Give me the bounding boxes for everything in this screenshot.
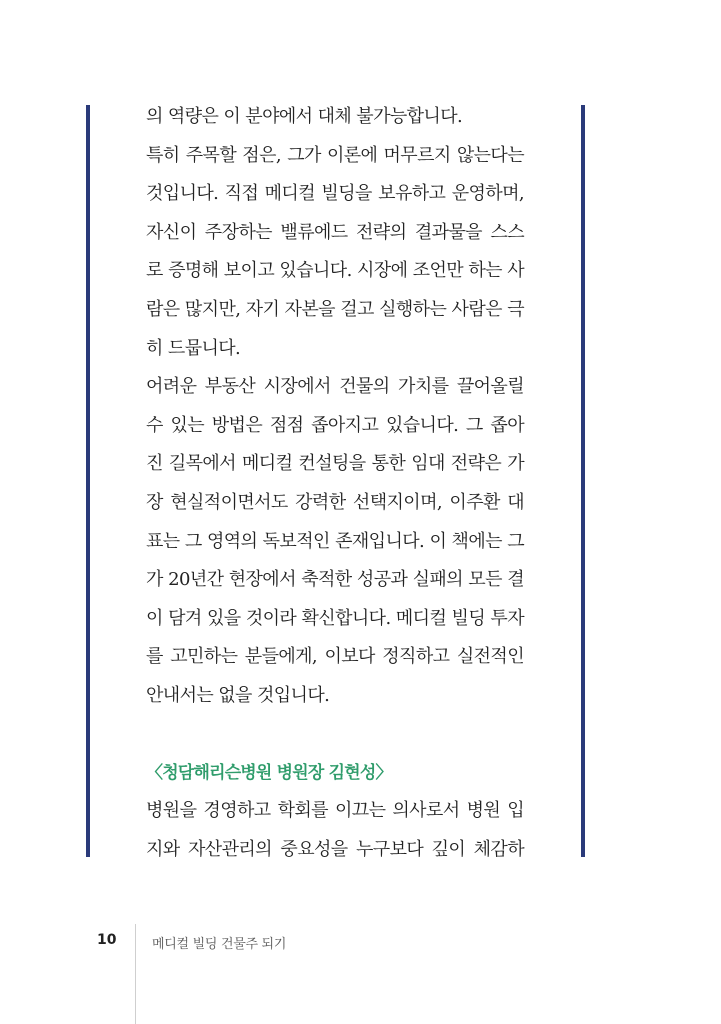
body-line: 수 있는 방법은 점점 좁아지고 있습니다. 그 좁아 [146, 414, 524, 436]
section-heading: 〈청담해리슨병원 병원장 김현성〉 [146, 762, 392, 783]
running-title: 메디컬 빌딩 건물주 되기 [152, 937, 287, 952]
body-line: 것입니다. 직접 메디컬 빌딩을 보유하고 운영하며, [146, 183, 524, 205]
right-margin-rule [581, 105, 585, 857]
page-number: 10 [97, 932, 117, 948]
body-line: 람은 많지만, 자기 자본을 걸고 실행하는 사람은 극 [146, 298, 524, 320]
body-line: 자신이 주장하는 밸류에드 전략의 결과물을 스스 [146, 221, 524, 243]
body-line: 장 현실적이면서도 강력한 선택지이며, 이주환 대 [146, 491, 524, 513]
body-line: 의 역량은 이 분야에서 대체 불가능합니다. [146, 106, 463, 127]
section-line: 병원을 경영하고 학회를 이끄는 의사로서 병원 입 [146, 800, 524, 822]
body-text [146, 98, 524, 869]
body-line: 안내서는 없을 것입니다. [146, 684, 330, 706]
body-line: 표는 그 영역의 독보적인 존재입니다. 이 책에는 그 [146, 530, 524, 552]
body-line: 를 고민하는 분들에게, 이보다 정직하고 실전적인 [146, 646, 524, 668]
body-line: 특히 주목할 점은, 그가 이론에 머무르지 않는다는 [146, 144, 524, 166]
body-line: 로 증명해 보이고 있습니다. 시장에 조언만 하는 사 [146, 260, 524, 282]
footer-divider [135, 924, 136, 1024]
body-line: 이 담겨 있을 것이라 확신합니다. 메디컬 빌딩 투자 [146, 607, 524, 629]
body-line: 히 드뭅니다. [146, 337, 241, 359]
left-margin-rule [86, 105, 90, 857]
section-line: 지와 자산관리의 중요성을 누구보다 깊이 체감하 [146, 838, 524, 860]
body-line: 어려운 부동산 시장에서 건물의 가치를 끌어올릴 [146, 376, 524, 398]
paragraph-spacer [146, 716, 524, 754]
body-line: 진 길목에서 메디컬 컨설팅을 통한 임대 전략은 가 [146, 453, 524, 475]
body-line: 가 20년간 현장에서 축적한 성공과 실패의 모든 결 [146, 569, 524, 591]
